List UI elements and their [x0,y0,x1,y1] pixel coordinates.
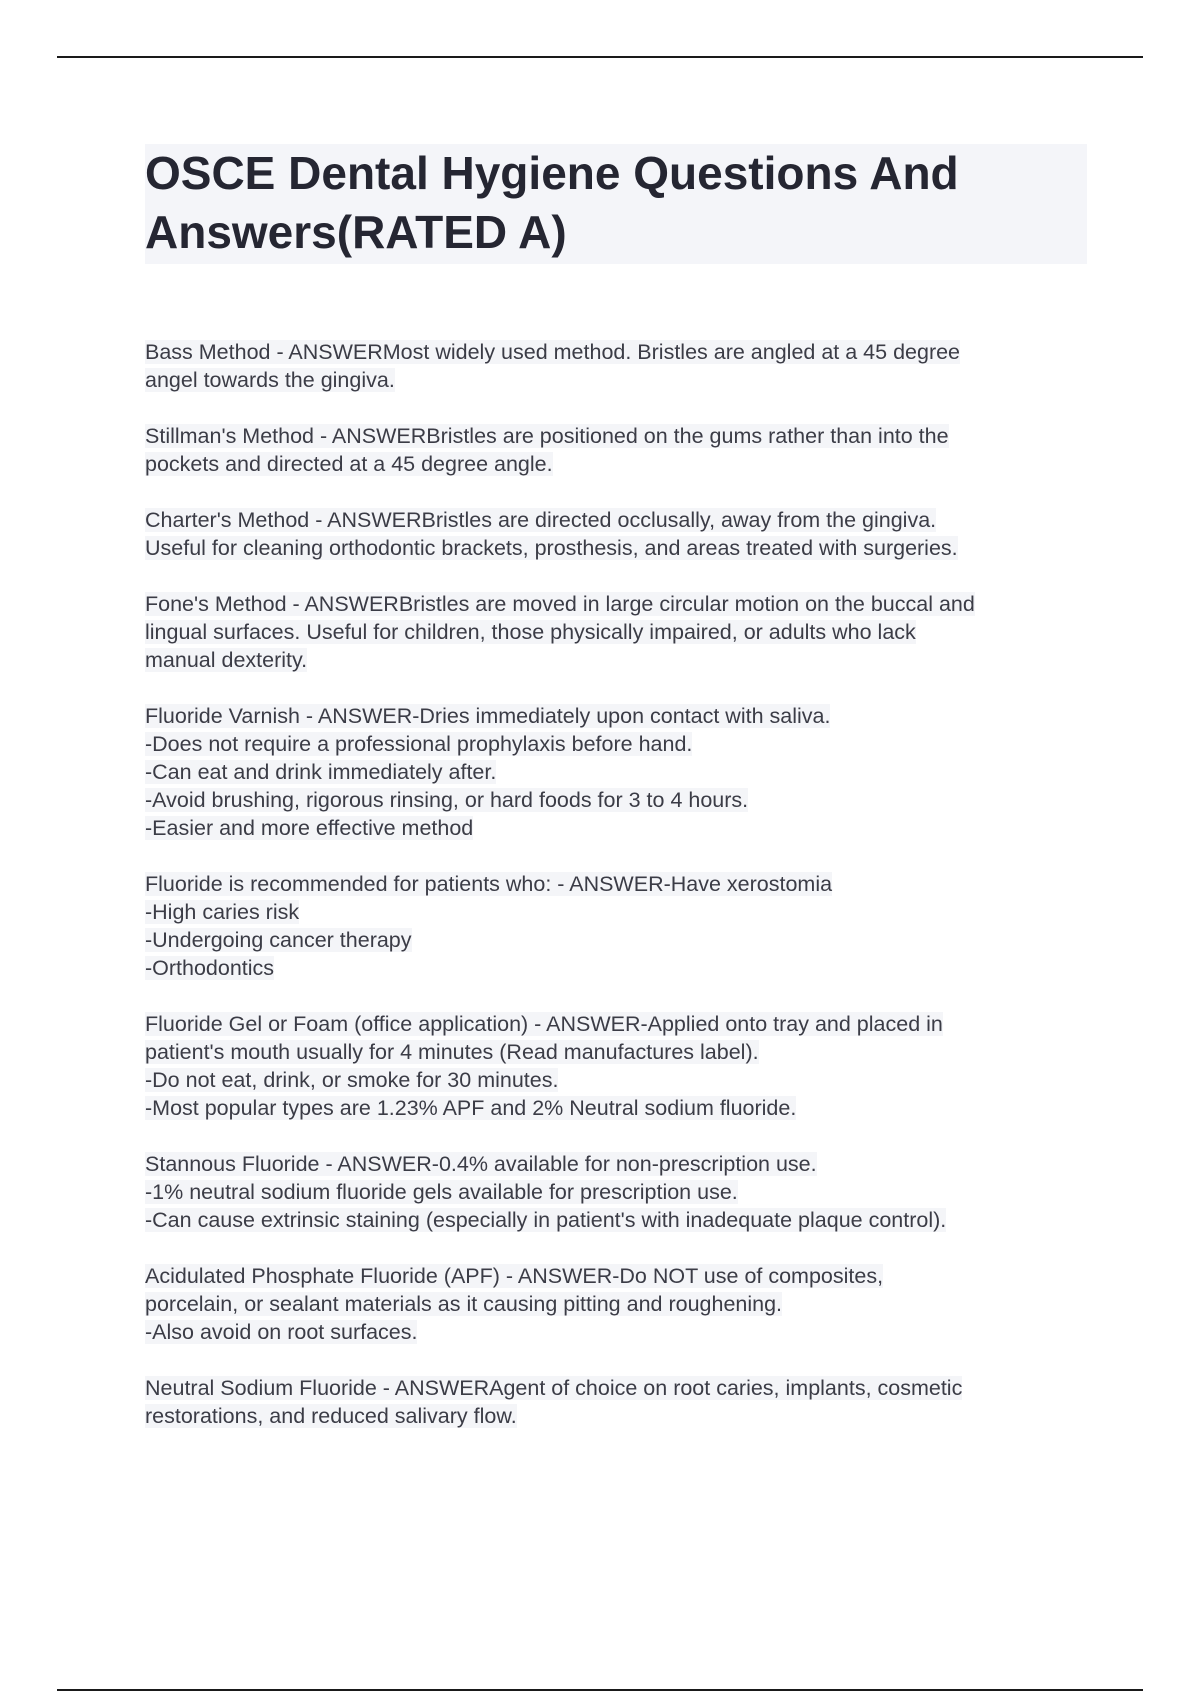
qa-entry-line: -Undergoing cancer therapy [145,928,412,952]
qa-entry [145,1262,1095,1346]
qa-entry [145,1010,1095,1122]
title-block [145,144,1087,264]
qa-entry-line: -Can cause extrinsic staining (especially in patient's with inadequate plaque control). [145,1208,947,1232]
bottom-divider [57,1689,1143,1691]
qa-entry-line: -Most popular types are 1.23% APF and 2% Neutral sodium fluoride. [145,1096,797,1120]
qa-entry-line: Stillman's Method - ANSWERBristles are positioned on the gums rather than into the [145,424,949,448]
qa-entry-line: Fluoride Gel or Foam (office application) - ANSWER-Applied onto tray and placed in [145,1012,943,1036]
qa-entry-line: Fluoride Varnish - ANSWER-Dries immediately upon contact with saliva. [145,704,831,728]
qa-entry [145,338,1095,394]
qa-entry-line: lingual surfaces. Useful for children, those physically impaired, or adults who lack [145,620,916,644]
qa-entry-line: -Does not require a professional prophylaxis before hand. [145,732,693,756]
qa-entry-line: angel towards the gingiva. [145,368,395,392]
qa-entry-line: Acidulated Phosphate Fluoride (APF) - ANSWER-Do NOT use of composites, [145,1264,884,1288]
qa-entry-line: pockets and directed at a 45 degree angle. [145,452,553,476]
qa-entry [145,870,1095,982]
qa-entry [145,422,1095,478]
qa-entry-line: Fone's Method - ANSWERBristles are moved in large circular motion on the buccal and [145,592,975,616]
qa-entry-line: Charter's Method - ANSWERBristles are directed occlusally, away from the gingiva. [145,508,937,532]
qa-entry-line: -Easier and more effective method [145,816,474,840]
qa-entry-line: -Can eat and drink immediately after. [145,760,497,784]
qa-entry-line: Fluoride is recommended for patients who: - ANSWER-Have xerostomia [145,872,833,896]
qa-entry [145,1150,1095,1234]
qa-entry [145,702,1095,842]
qa-entry [145,506,1095,562]
qa-entry-line: -Also avoid on root surfaces. [145,1320,418,1344]
qa-entry-line: -Orthodontics [145,956,275,980]
qa-entry-line: restorations, and reduced salivary flow. [145,1404,517,1428]
qa-entry-line: Stannous Fluoride - ANSWER-0.4% available for non-prescription use. [145,1152,817,1176]
top-divider [57,56,1143,58]
qa-entry [145,1374,1095,1430]
qa-entry [145,590,1095,674]
page-title-line-1: OSCE Dental Hygiene Questions And [145,147,959,199]
qa-entry-line: porcelain, or sealant materials as it causing pitting and roughening. [145,1292,783,1316]
qa-entry-line: Bass Method - ANSWERMost widely used method. Bristles are angled at a 45 degree [145,340,961,364]
page-title-line-2: Answers(RATED A) [145,206,567,258]
qa-entry-line: manual dexterity. [145,648,308,672]
qa-entry-line: patient's mouth usually for 4 minutes (Read manufactures label). [145,1040,759,1064]
page-title [145,144,1087,262]
qa-entry-line: -Do not eat, drink, or smoke for 30 minutes. [145,1068,559,1092]
qa-entry-line: -1% neutral sodium fluoride gels available for prescription use. [145,1180,738,1204]
qa-list [145,338,1095,1458]
qa-entry-line: Neutral Sodium Fluoride - ANSWERAgent of choice on root caries, implants, cosmetic [145,1376,963,1400]
qa-entry-line: Useful for cleaning orthodontic brackets, prosthesis, and areas treated with surgeries. [145,536,958,560]
qa-entry-line: -Avoid brushing, rigorous rinsing, or hard foods for 3 to 4 hours. [145,788,749,812]
qa-entry-line: -High caries risk [145,900,300,924]
